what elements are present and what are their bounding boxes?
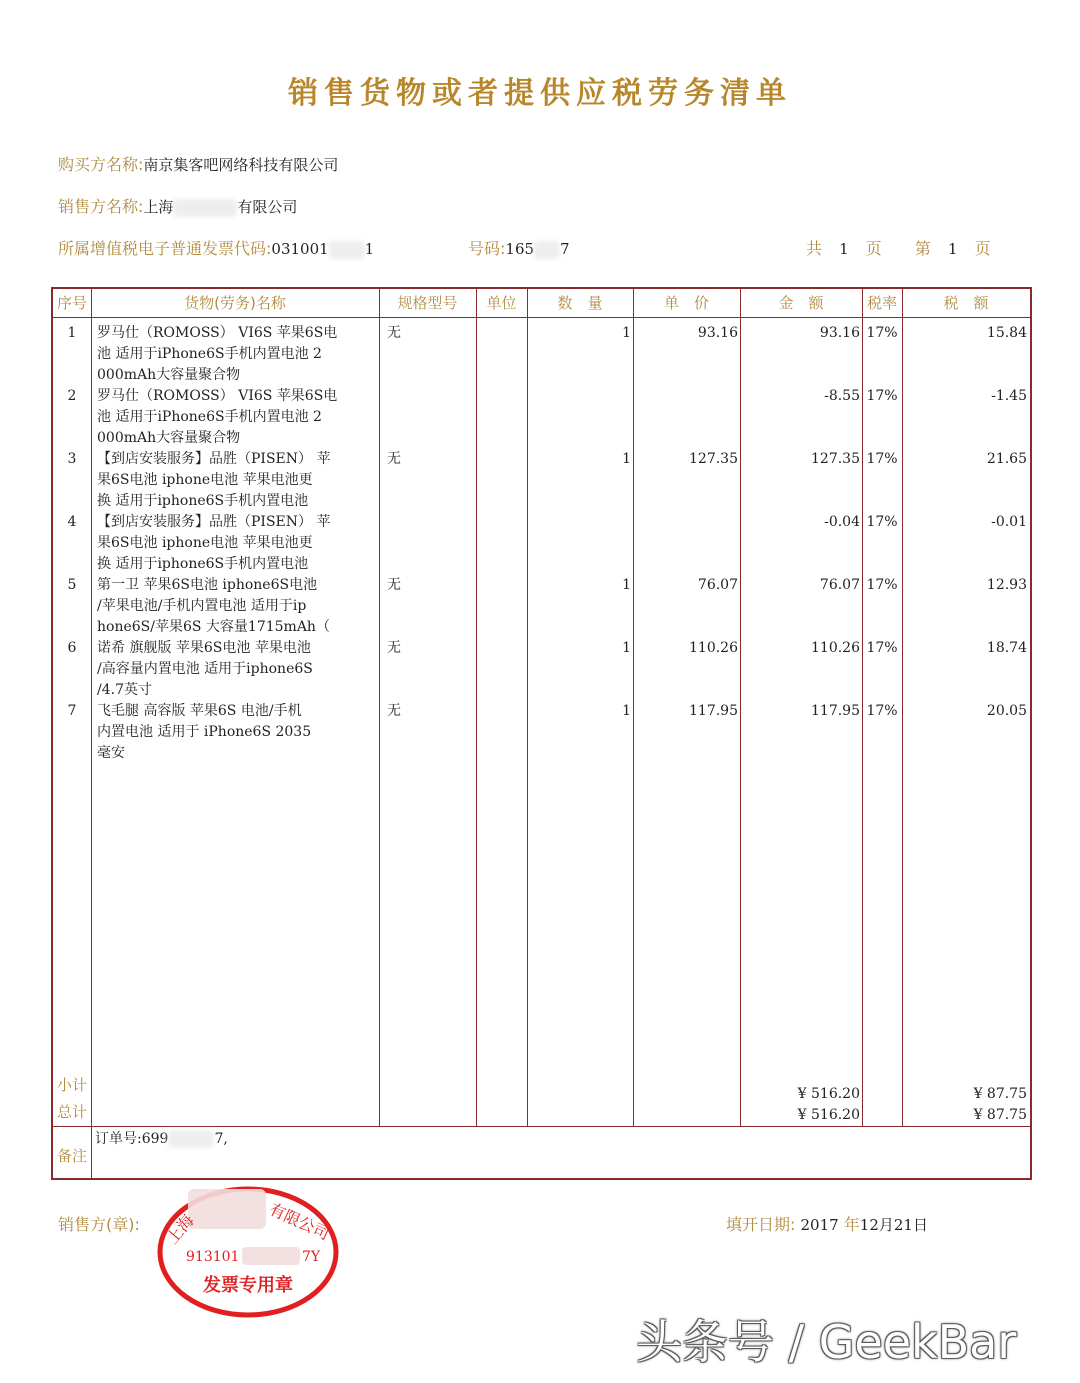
watermark: 头条号 / GeekBar [636, 1315, 1017, 1369]
total-label-b: 页 [865, 239, 882, 258]
header-price: 单 价 [663, 294, 709, 312]
remark-label: 备注 [57, 1147, 88, 1165]
invoice-code-row [58, 236, 1018, 259]
row-price: 127.35 [689, 451, 738, 467]
total-amount: ¥ 516.20 [797, 1107, 860, 1123]
header-amount: 金 额 [778, 294, 824, 312]
row-name-line: 果6S电池 iphone电池 苹果电池更 [97, 535, 313, 551]
subtotal-label: 小计 [57, 1076, 88, 1094]
row-no: 1 [67, 325, 77, 341]
row-name-line: /苹果电池/手机内置电池 适用于ip [97, 598, 307, 614]
row-tax: -1.45 [991, 388, 1027, 404]
issue-date [726, 1212, 928, 1235]
row-name-line: 000mAh大容量聚合物 [97, 430, 241, 446]
seller-label: 销售方名称: [58, 197, 144, 216]
row-name-line: 罗马仕（ROMOSS） VI6S 苹果6S电 [97, 388, 338, 404]
remark-value [95, 1129, 228, 1150]
row-name-line: 第一卫 苹果6S电池 iphone6S电池 [97, 577, 318, 593]
row-name-line: hone6S/苹果6S 大容量1715mAh（ [97, 619, 330, 635]
row-tax: 12.93 [986, 577, 1027, 593]
page-label-a: 第 [914, 239, 931, 258]
stamp-top-text-right: 有限公司 [266, 1199, 333, 1244]
row-tax: -0.01 [991, 514, 1027, 530]
row-spec: 无 [387, 325, 401, 341]
total-label-a: 共 [806, 239, 823, 258]
row-qty: 1 [622, 325, 631, 341]
remark-prefix: 订单号:699 [95, 1131, 169, 1147]
total-tax: ¥ 87.75 [973, 1107, 1027, 1123]
seller-value-prefix: 上海 [143, 198, 174, 216]
remark-suffix: 7, [214, 1131, 228, 1147]
row-name-line: 毫安 [97, 745, 125, 761]
row-amount: 110.26 [811, 640, 860, 656]
redacted-block [168, 1130, 214, 1148]
row-rate: 17% [866, 577, 898, 593]
seller-row [58, 194, 297, 217]
redacted-block [173, 199, 237, 217]
row-no: 4 [67, 514, 77, 530]
row-name-line: 池 适用于iPhone6S手机内置电池 2 [97, 409, 322, 425]
row-name-line: 换 适用于iphone6S手机内置电池 [97, 493, 309, 509]
row-rate: 17% [866, 514, 898, 530]
row-tax: 15.84 [986, 325, 1027, 341]
header-spec: 规格型号 [397, 294, 458, 312]
header-unit: 单位 [486, 294, 517, 312]
invoice-number-prefix: 165 [505, 240, 535, 258]
redacted-block [329, 241, 365, 259]
row-name-line: 池 适用于iPhone6S手机内置电池 2 [97, 346, 322, 362]
row-name-line: 果6S电池 iphone电池 苹果电池更 [97, 472, 313, 488]
row-spec: 无 [387, 577, 401, 593]
buyer-label: 购买方名称: [58, 155, 144, 174]
row-rate: 17% [866, 703, 898, 719]
row-name-line: 【到店安装服务】品胜（PISEN） 苹 [97, 451, 331, 467]
page-label-b: 页 [974, 239, 991, 258]
row-rate: 17% [866, 325, 898, 341]
stamp-top-text: 上海 [162, 1210, 198, 1248]
row-qty: 1 [622, 640, 631, 656]
row-spec: 无 [387, 703, 401, 719]
invoice-code-prefix: 031001 [271, 240, 329, 258]
row-amount: 127.35 [811, 451, 860, 467]
redacted-block [534, 241, 560, 259]
date-month-day: 12月21日 [859, 1216, 928, 1234]
row-tax: 18.74 [986, 640, 1027, 656]
header-tax: 税 额 [943, 294, 989, 312]
redacted-block [188, 1189, 266, 1229]
invoice-number-suffix: 7 [560, 240, 570, 258]
page-count [806, 236, 991, 259]
row-no: 2 [67, 388, 77, 404]
header-qty: 数 量 [557, 294, 603, 312]
header-name: 货物(劳务)名称 [184, 294, 286, 312]
invoice-number-label: 号码: [468, 239, 506, 258]
stamp-bottom-text: 发票专用章 [203, 1275, 293, 1296]
row-spec: 无 [387, 451, 401, 467]
date-label: 填开日期: [726, 1215, 796, 1234]
row-price: 117.95 [689, 703, 738, 719]
total-label: 总计 [57, 1103, 88, 1121]
row-amount: 117.95 [811, 703, 860, 719]
row-name-line: 换 适用于iphone6S手机内置电池 [97, 556, 309, 572]
invoice-code-suffix: 1 [364, 240, 375, 258]
items-table [51, 287, 1032, 1180]
row-no: 5 [67, 577, 77, 593]
row-rate: 17% [866, 640, 898, 656]
row-qty: 1 [622, 577, 631, 593]
subtotal-tax: ¥ 87.75 [973, 1086, 1027, 1102]
seller-stamp-label: 销售方(章): [58, 1215, 140, 1234]
invoice-code-label: 所属增值税电子普通发票代码: [58, 239, 272, 258]
buyer-row [58, 152, 338, 175]
date-year-unit: 年 [843, 1215, 860, 1234]
subtotal-amount: ¥ 516.20 [797, 1086, 860, 1102]
row-name-line: /4.7英寸 [97, 682, 152, 698]
row-spec: 无 [387, 640, 401, 656]
row-name-line: 诺希 旗舰版 苹果6S电池 苹果电池 [97, 640, 311, 656]
row-name-line: 飞毛腿 高容版 苹果6S 电池/手机 [97, 703, 302, 719]
stamp-id-suffix: 7Y [302, 1249, 321, 1265]
header-rate: 税率 [866, 294, 897, 312]
row-price: 76.07 [697, 577, 738, 593]
document-title: 销售货物或者提供应税劳务清单 [288, 76, 792, 111]
row-tax: 20.05 [986, 703, 1027, 719]
header-no: 序号 [56, 294, 87, 312]
row-price: 110.26 [689, 640, 738, 656]
date-year: 2017 [800, 1216, 839, 1234]
row-tax: 21.65 [986, 451, 1027, 467]
row-rate: 17% [866, 388, 898, 404]
row-qty: 1 [622, 451, 631, 467]
row-no: 3 [67, 451, 77, 467]
stamp-id-prefix: 913101 [186, 1249, 240, 1265]
row-amount: -0.04 [824, 514, 860, 530]
buyer-value: 南京集客吧网络科技有限公司 [143, 156, 339, 174]
row-name-line: 内置电池 适用于 iPhone6S 2035 [97, 724, 312, 740]
row-name-line: 【到店安装服务】品胜（PISEN） 苹 [97, 514, 331, 530]
row-no: 7 [67, 703, 77, 719]
row-name-line: 罗马仕（ROMOSS） VI6S 苹果6S电 [97, 325, 338, 341]
invoice-seal-stamp [156, 1185, 340, 1319]
row-amount: -8.55 [824, 388, 860, 404]
row-amount: 93.16 [819, 325, 860, 341]
page-number: 1 [947, 240, 958, 258]
row-amount: 76.07 [819, 577, 860, 593]
redacted-block [242, 1247, 300, 1265]
row-no: 6 [67, 640, 77, 656]
row-name-line: /高容量内置电池 适用于iphone6S [97, 661, 313, 677]
seller-value-suffix: 有限公司 [237, 198, 298, 216]
row-rate: 17% [866, 451, 898, 467]
row-qty: 1 [622, 703, 631, 719]
row-price: 93.16 [697, 325, 738, 341]
total-pages: 1 [839, 240, 849, 258]
row-name-line: 000mAh大容量聚合物 [97, 367, 241, 383]
